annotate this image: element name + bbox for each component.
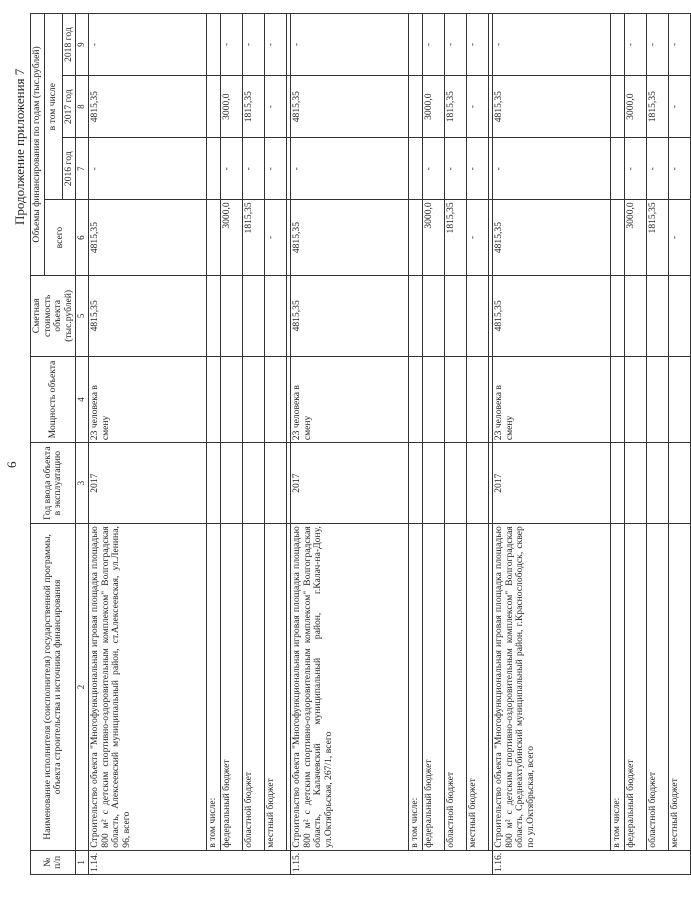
page-number: 6 xyxy=(4,461,19,468)
header-estimated-cost: Сметная стоимость объекта (тыс.рублей) xyxy=(31,275,76,356)
row-number: 1.15. xyxy=(291,850,493,874)
source-name: федеральный бюджет xyxy=(625,524,647,851)
source-2016: - xyxy=(445,138,467,200)
source-2018: - xyxy=(445,14,467,76)
source-2018: - xyxy=(265,14,287,76)
header-name: Наименование исполнителя (соисполнителя) государственной программы, объекта строительства и источника финансирования xyxy=(31,524,76,851)
column-number: 2 xyxy=(76,524,89,851)
source-name: федеральный бюджет xyxy=(221,524,243,851)
value-2017: 4815,35 xyxy=(291,76,409,138)
source-2016: - xyxy=(647,138,669,200)
source-2016: - xyxy=(265,138,287,200)
value-2018: - xyxy=(493,14,611,76)
estimated-cost: 4815,35 xyxy=(89,275,207,356)
source-2017: 1815,35 xyxy=(445,76,467,138)
including-row xyxy=(207,14,221,875)
total: 4815,35 xyxy=(89,200,207,276)
source-2017: 3000,0 xyxy=(423,76,445,138)
source-row xyxy=(467,14,489,875)
year-commission: 2017 xyxy=(89,443,207,524)
capacity: 23 человека в смену xyxy=(493,356,611,442)
table-row xyxy=(493,14,611,875)
source-2018: - xyxy=(669,14,691,76)
object-name: Строительство объекта "Многофункциональная игровая площадка площадью 800 м² с детским спортивно-оздоровительным комплексом" Волгоградская область, Среднеахтубинский муниципальный район, г.Краснослободск, сквер по ул.Октябрьская, всего xyxy=(493,524,611,851)
source-2018: - xyxy=(467,14,489,76)
including-row xyxy=(409,14,423,875)
source-name: областной бюджет xyxy=(445,524,467,851)
source-2016: - xyxy=(467,138,489,200)
header-2018: 2018 год xyxy=(62,14,76,76)
source-total: 1815,35 xyxy=(243,200,265,276)
source-2017: - xyxy=(669,76,691,138)
source-total: 1815,35 xyxy=(445,200,467,276)
source-row xyxy=(243,14,265,875)
capacity: 23 человека в смену xyxy=(291,356,409,442)
header-capacity: Мощность объекта xyxy=(31,356,76,442)
total: 4815,35 xyxy=(291,200,409,276)
source-total: - xyxy=(669,200,691,276)
source-name: местный бюджет xyxy=(669,524,691,851)
source-row xyxy=(647,14,669,875)
source-row xyxy=(265,14,287,875)
including-label: в том числе: xyxy=(611,524,625,851)
source-row xyxy=(669,14,691,875)
row-number: 1.14. xyxy=(89,850,291,874)
source-2017: 3000,0 xyxy=(625,76,647,138)
value-2017: 4815,35 xyxy=(493,76,611,138)
table-row xyxy=(89,14,207,875)
row-number: 1.16. xyxy=(493,850,691,874)
source-total: 3000,0 xyxy=(625,200,647,276)
header-year-commission: Год ввода объекта в эксплуатацию xyxy=(31,443,76,524)
header-total: всего xyxy=(44,200,76,276)
estimated-cost: 4815,35 xyxy=(493,275,611,356)
source-name: местный бюджет xyxy=(467,524,489,851)
header-row-1 xyxy=(31,14,45,875)
including-label: в том числе: xyxy=(409,524,423,851)
capacity: 23 человека в смену xyxy=(89,356,207,442)
value-2017: 4815,35 xyxy=(89,76,207,138)
source-2016: - xyxy=(221,138,243,200)
header-including: в том числе xyxy=(44,14,62,200)
source-2018: - xyxy=(243,14,265,76)
total: 4815,35 xyxy=(493,200,611,276)
source-name: местный бюджет xyxy=(265,524,287,851)
value-2016: - xyxy=(291,138,409,200)
estimated-cost: 4815,35 xyxy=(291,275,409,356)
object-name: Строительство объекта "Многофункциональная игровая площадка площадью 800 м² с детским спортивно-оздоровительным комплексом" Волгоградская область, Алексеевский муниципальный район, ст.Алексеевская, ул.Ленина, 96, всего xyxy=(89,524,207,851)
value-2016: - xyxy=(493,138,611,200)
source-2017: 1815,35 xyxy=(647,76,669,138)
source-2017: 1815,35 xyxy=(243,76,265,138)
column-number-row xyxy=(76,14,89,875)
source-2018: - xyxy=(625,14,647,76)
source-2017: - xyxy=(467,76,489,138)
year-commission: 2017 xyxy=(493,443,611,524)
value-2016: - xyxy=(89,138,207,200)
including-label: в том числе: xyxy=(207,524,221,851)
source-row xyxy=(221,14,243,875)
value-2018: - xyxy=(291,14,409,76)
source-2016: - xyxy=(669,138,691,200)
source-total: - xyxy=(467,200,489,276)
source-2016: - xyxy=(625,138,647,200)
column-number: 8 xyxy=(76,76,89,138)
table-row xyxy=(291,14,409,875)
source-total: 3000,0 xyxy=(423,200,445,276)
financing-table xyxy=(30,13,691,875)
source-2018: - xyxy=(647,14,669,76)
column-number: 6 xyxy=(76,200,89,276)
source-name: федеральный бюджет xyxy=(423,524,445,851)
source-2017: 3000,0 xyxy=(221,76,243,138)
source-name: областной бюджет xyxy=(243,524,265,851)
source-row xyxy=(423,14,445,875)
continuation-title: Продолжение приложения 7 xyxy=(12,68,27,225)
header-2016: 2016 год xyxy=(62,138,76,200)
source-2016: - xyxy=(423,138,445,200)
column-number: 7 xyxy=(76,138,89,200)
column-number: 1 xyxy=(76,850,89,874)
header-2017: 2017 год xyxy=(62,76,76,138)
source-row xyxy=(625,14,647,875)
source-name: областной бюджет xyxy=(647,524,669,851)
source-2018: - xyxy=(221,14,243,76)
source-row xyxy=(445,14,467,875)
including-row xyxy=(611,14,625,875)
source-2018: - xyxy=(423,14,445,76)
value-2018: - xyxy=(89,14,207,76)
object-name: Строительство объекта "Многофункциональная игровая площадка площадью 800 м² с детским спортивно-оздоровительным комплексом" Волгоградская область, Калачевский муниципальный район, г.Калач-на-Дону, ул.Октябрьская, 267/1, всего xyxy=(291,524,409,851)
source-total: 1815,35 xyxy=(647,200,669,276)
column-number: 5 xyxy=(76,275,89,356)
column-number: 4 xyxy=(76,356,89,442)
year-commission: 2017 xyxy=(291,443,409,524)
source-total: - xyxy=(265,200,287,276)
source-2016: - xyxy=(243,138,265,200)
source-total: 3000,0 xyxy=(221,200,243,276)
header-financing-group: Объемы финансирования по годам (тыс.рублей) xyxy=(31,14,45,276)
header-num: № п/п xyxy=(31,850,76,874)
column-number: 9 xyxy=(76,14,89,76)
source-2017: - xyxy=(265,76,287,138)
column-number: 3 xyxy=(76,443,89,524)
